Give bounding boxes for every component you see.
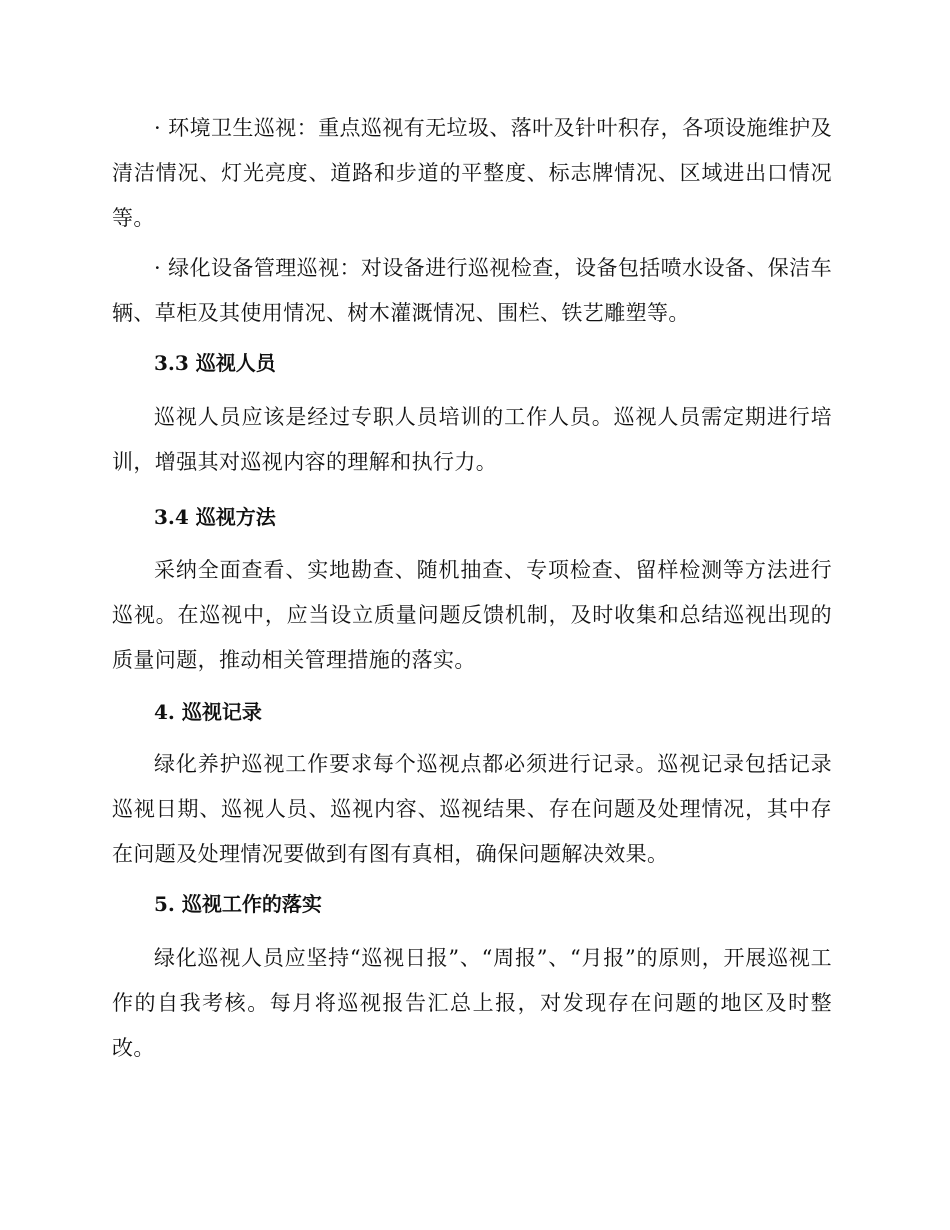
paragraph-3-3: 巡视人员应该是经过专职人员培训的工作人员。巡视人员需定期进行培训，增强其对巡视内容的理解和执行力。	[112, 405, 832, 474]
paragraph-3-4: 采纳全面查看、实地勘查、随机抽查、专项检查、留样检测等方法进行巡视。在巡视中，应当设立质量问题反馈机制，及时收集和总结巡视出现的质量问题，推动相关管理措施的落实。	[112, 558, 832, 672]
heading-3-3: 3.3 巡视人员	[154, 351, 276, 375]
paragraph-4: 绿化养护巡视工作要求每个巡视点都必须进行记录。巡视记录包括记录巡视日期、巡视人员、巡视内容、巡视结果、存在问题及处理情况，其中存在问题及处理情况要做到有图有真相，确保问题解决效果。	[112, 752, 832, 866]
paragraph-environment-inspection: · 环境卫生巡视：重点巡视有无垃圾、落叶及针叶积存，各项设施维护及清洁情况、灯光亮度、道路和步道的平整度、标志牌情况、区域进出口情况等。	[112, 116, 832, 230]
heading-3-4: 3.4 巡视方法	[154, 505, 276, 529]
paragraph-equipment-inspection: · 绿化设备管理巡视：对设备进行巡视检查，设备包括喷水设备、保洁车辆、草柜及其使用情况、树木灌溉情况、围栏、铁艺雕塑等。	[112, 256, 832, 325]
heading-4: 4. 巡视记录	[154, 700, 262, 724]
paragraph-5: 绿化巡视人员应坚持“巡视日报”、“周报”、“月报”的原则，开展巡视工作的自我考核。每月将巡视报告汇总上报，对发现存在问题的地区及时整改。	[112, 946, 832, 1060]
heading-5: 5. 巡视工作的落实	[154, 892, 322, 916]
